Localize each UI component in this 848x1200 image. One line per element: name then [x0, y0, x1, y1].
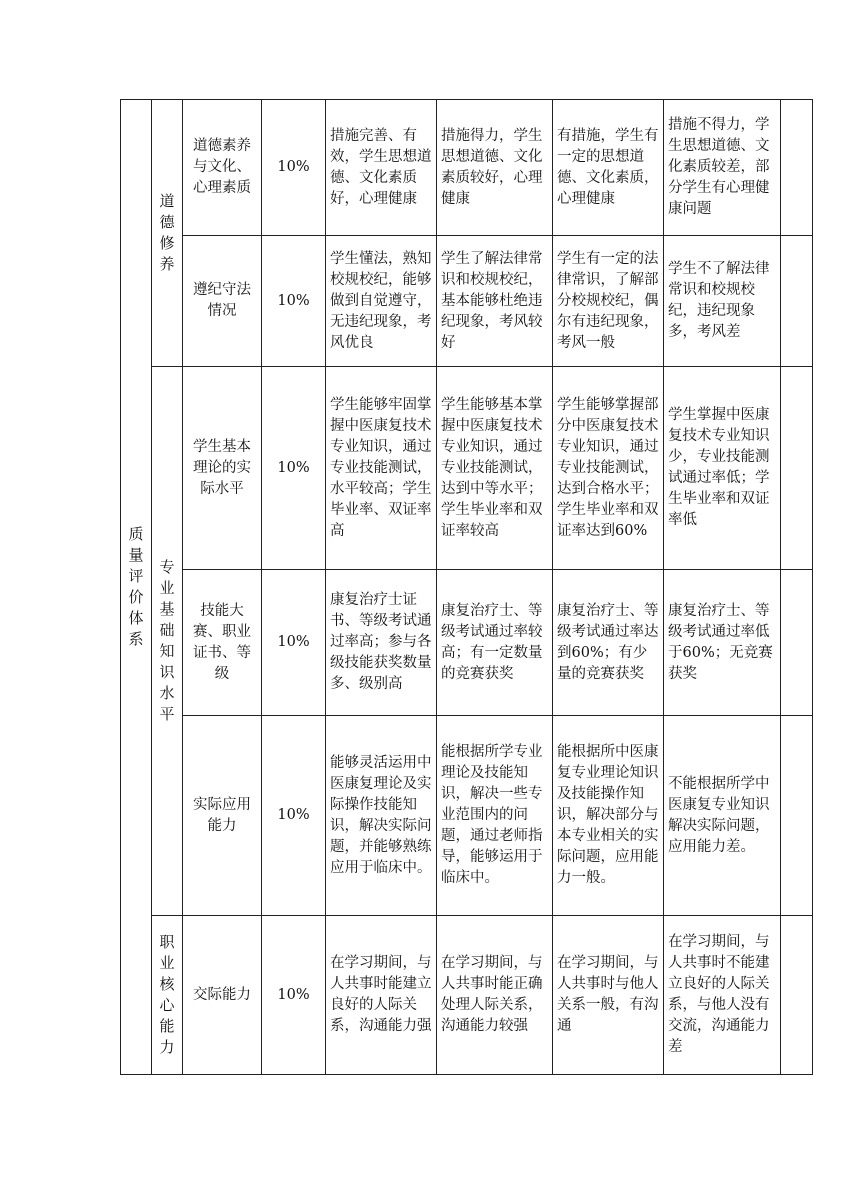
item-cell: 学生基本理论的实际水平	[183, 367, 262, 570]
remarks-cell	[781, 570, 813, 716]
level-pass-cell: 有措施，学生有一定的思想道德、文化素质，心理健康	[553, 100, 664, 236]
level-good-cell: 康复治疗士、等级考试通过率较高；有一定数量的竞赛获奖	[437, 570, 553, 716]
level-excellent-cell: 学生能够牢固掌握中医康复技术专业知识，通过专业技能测试，水平较高；学生毕业率、双证率高	[326, 367, 437, 570]
table-row	[121, 916, 813, 1075]
item-cell: 道德素养与文化、心理素质	[183, 100, 262, 236]
group-cell-professional	[152, 367, 183, 916]
level-poor-cell: 不能根据所学中医康复专业知识解决实际问题，应用能力差。	[664, 716, 781, 916]
weight-cell: 10%	[262, 916, 326, 1075]
item-cell: 技能大赛、职业证书、等级	[183, 570, 262, 716]
weight-cell: 10%	[262, 100, 326, 236]
remarks-cell	[781, 367, 813, 570]
weight-cell: 10%	[262, 367, 326, 570]
level-good-cell: 能根据所学专业理论及技能知识，解决一些专业范围内的问题，通过老师指导，能够运用于临床中。	[437, 716, 553, 916]
level-excellent-cell: 学生懂法，熟知校规校纪，能够做到自觉遵守，无违纪现象，考风优良	[326, 236, 437, 367]
level-excellent-cell: 能够灵活运用中医康复理论及实际操作技能知识，解决实际问题，并能够熟练应用于临床中。	[326, 716, 437, 916]
level-pass-cell: 能根据所中医康复专业理论知识及技能操作知识，解决部分与本专业相关的实际问题，应用能力一般。	[553, 716, 664, 916]
level-poor-cell: 康复治疗士、等级考试通过率低于60%；无竞赛获奖	[664, 570, 781, 716]
table-row	[121, 100, 813, 236]
quality-evaluation-table	[120, 99, 813, 1075]
table-row	[121, 716, 813, 916]
weight-cell: 10%	[262, 716, 326, 916]
level-excellent-cell: 康复治疗士证书、等级考试通过率高；参与各级技能获奖数量多、级别高	[326, 570, 437, 716]
level-good-cell: 在学习期间，与人共事时能正确处理人际关系，沟通能力较强	[437, 916, 553, 1075]
level-poor-cell: 措施不得力，学生思想道德、文化素质较差，部分学生有心理健康问题	[664, 100, 781, 236]
table-row	[121, 570, 813, 716]
item-cell: 交际能力	[183, 916, 262, 1075]
group-cell-core	[152, 916, 183, 1075]
system-label-cell	[121, 100, 152, 1075]
weight-cell: 10%	[262, 570, 326, 716]
group-label: 道德修养	[159, 192, 175, 273]
level-poor-cell: 学生掌握中医康复技术专业知识少，专业技能测试通过率低；学生毕业率和双证率低	[664, 367, 781, 570]
remarks-cell	[781, 100, 813, 236]
item-cell: 遵纪守法情况	[183, 236, 262, 367]
level-good-cell: 学生了解法律常识和校规校纪，基本能够杜绝违纪现象，考风较好	[437, 236, 553, 367]
group-label: 专业基础知识水平	[159, 558, 175, 723]
remarks-cell	[781, 716, 813, 916]
level-excellent-cell: 措施完善、有效，学生思想道德、文化素质好，心理健康	[326, 100, 437, 236]
remarks-cell	[781, 236, 813, 367]
table-row	[121, 367, 813, 570]
item-cell: 实际应用能力	[183, 716, 262, 916]
weight-cell: 10%	[262, 236, 326, 367]
level-pass-cell: 学生能够掌握部分中医康复技术专业知识，通过专业技能测试，达到合格水平；学生毕业率和双证率达到60%	[553, 367, 664, 570]
level-excellent-cell: 在学习期间，与人共事时能建立良好的人际关系，沟通能力强	[326, 916, 437, 1075]
level-pass-cell: 康复治疗士、等级考试通过率达到60%；有少量的竞赛获奖	[553, 570, 664, 716]
level-poor-cell: 学生不了解法律常识和校规校纪，违纪现象多，考风差	[664, 236, 781, 367]
level-good-cell: 措施得力，学生思想道德、文化素质较好，心理健康	[437, 100, 553, 236]
level-pass-cell: 学生有一定的法律常识，了解部分校规校纪，偶尔有违纪现象，考风一般	[553, 236, 664, 367]
level-poor-cell: 在学习期间，与人共事时不能建立良好的人际关系，与他人没有交流，沟通能力差	[664, 916, 781, 1075]
system-label: 质量评价体系	[128, 525, 144, 648]
level-pass-cell: 在学习期间，与人共事时与他人关系一般，有沟通	[553, 916, 664, 1075]
group-label: 职业核心能力	[159, 933, 175, 1056]
remarks-cell	[781, 916, 813, 1075]
group-cell-moral	[152, 100, 183, 367]
level-good-cell: 学生能够基本掌握中医康复技术专业知识，通过专业技能测试，达到中等水平；学生毕业率和双证率较高	[437, 367, 553, 570]
table-row	[121, 236, 813, 367]
